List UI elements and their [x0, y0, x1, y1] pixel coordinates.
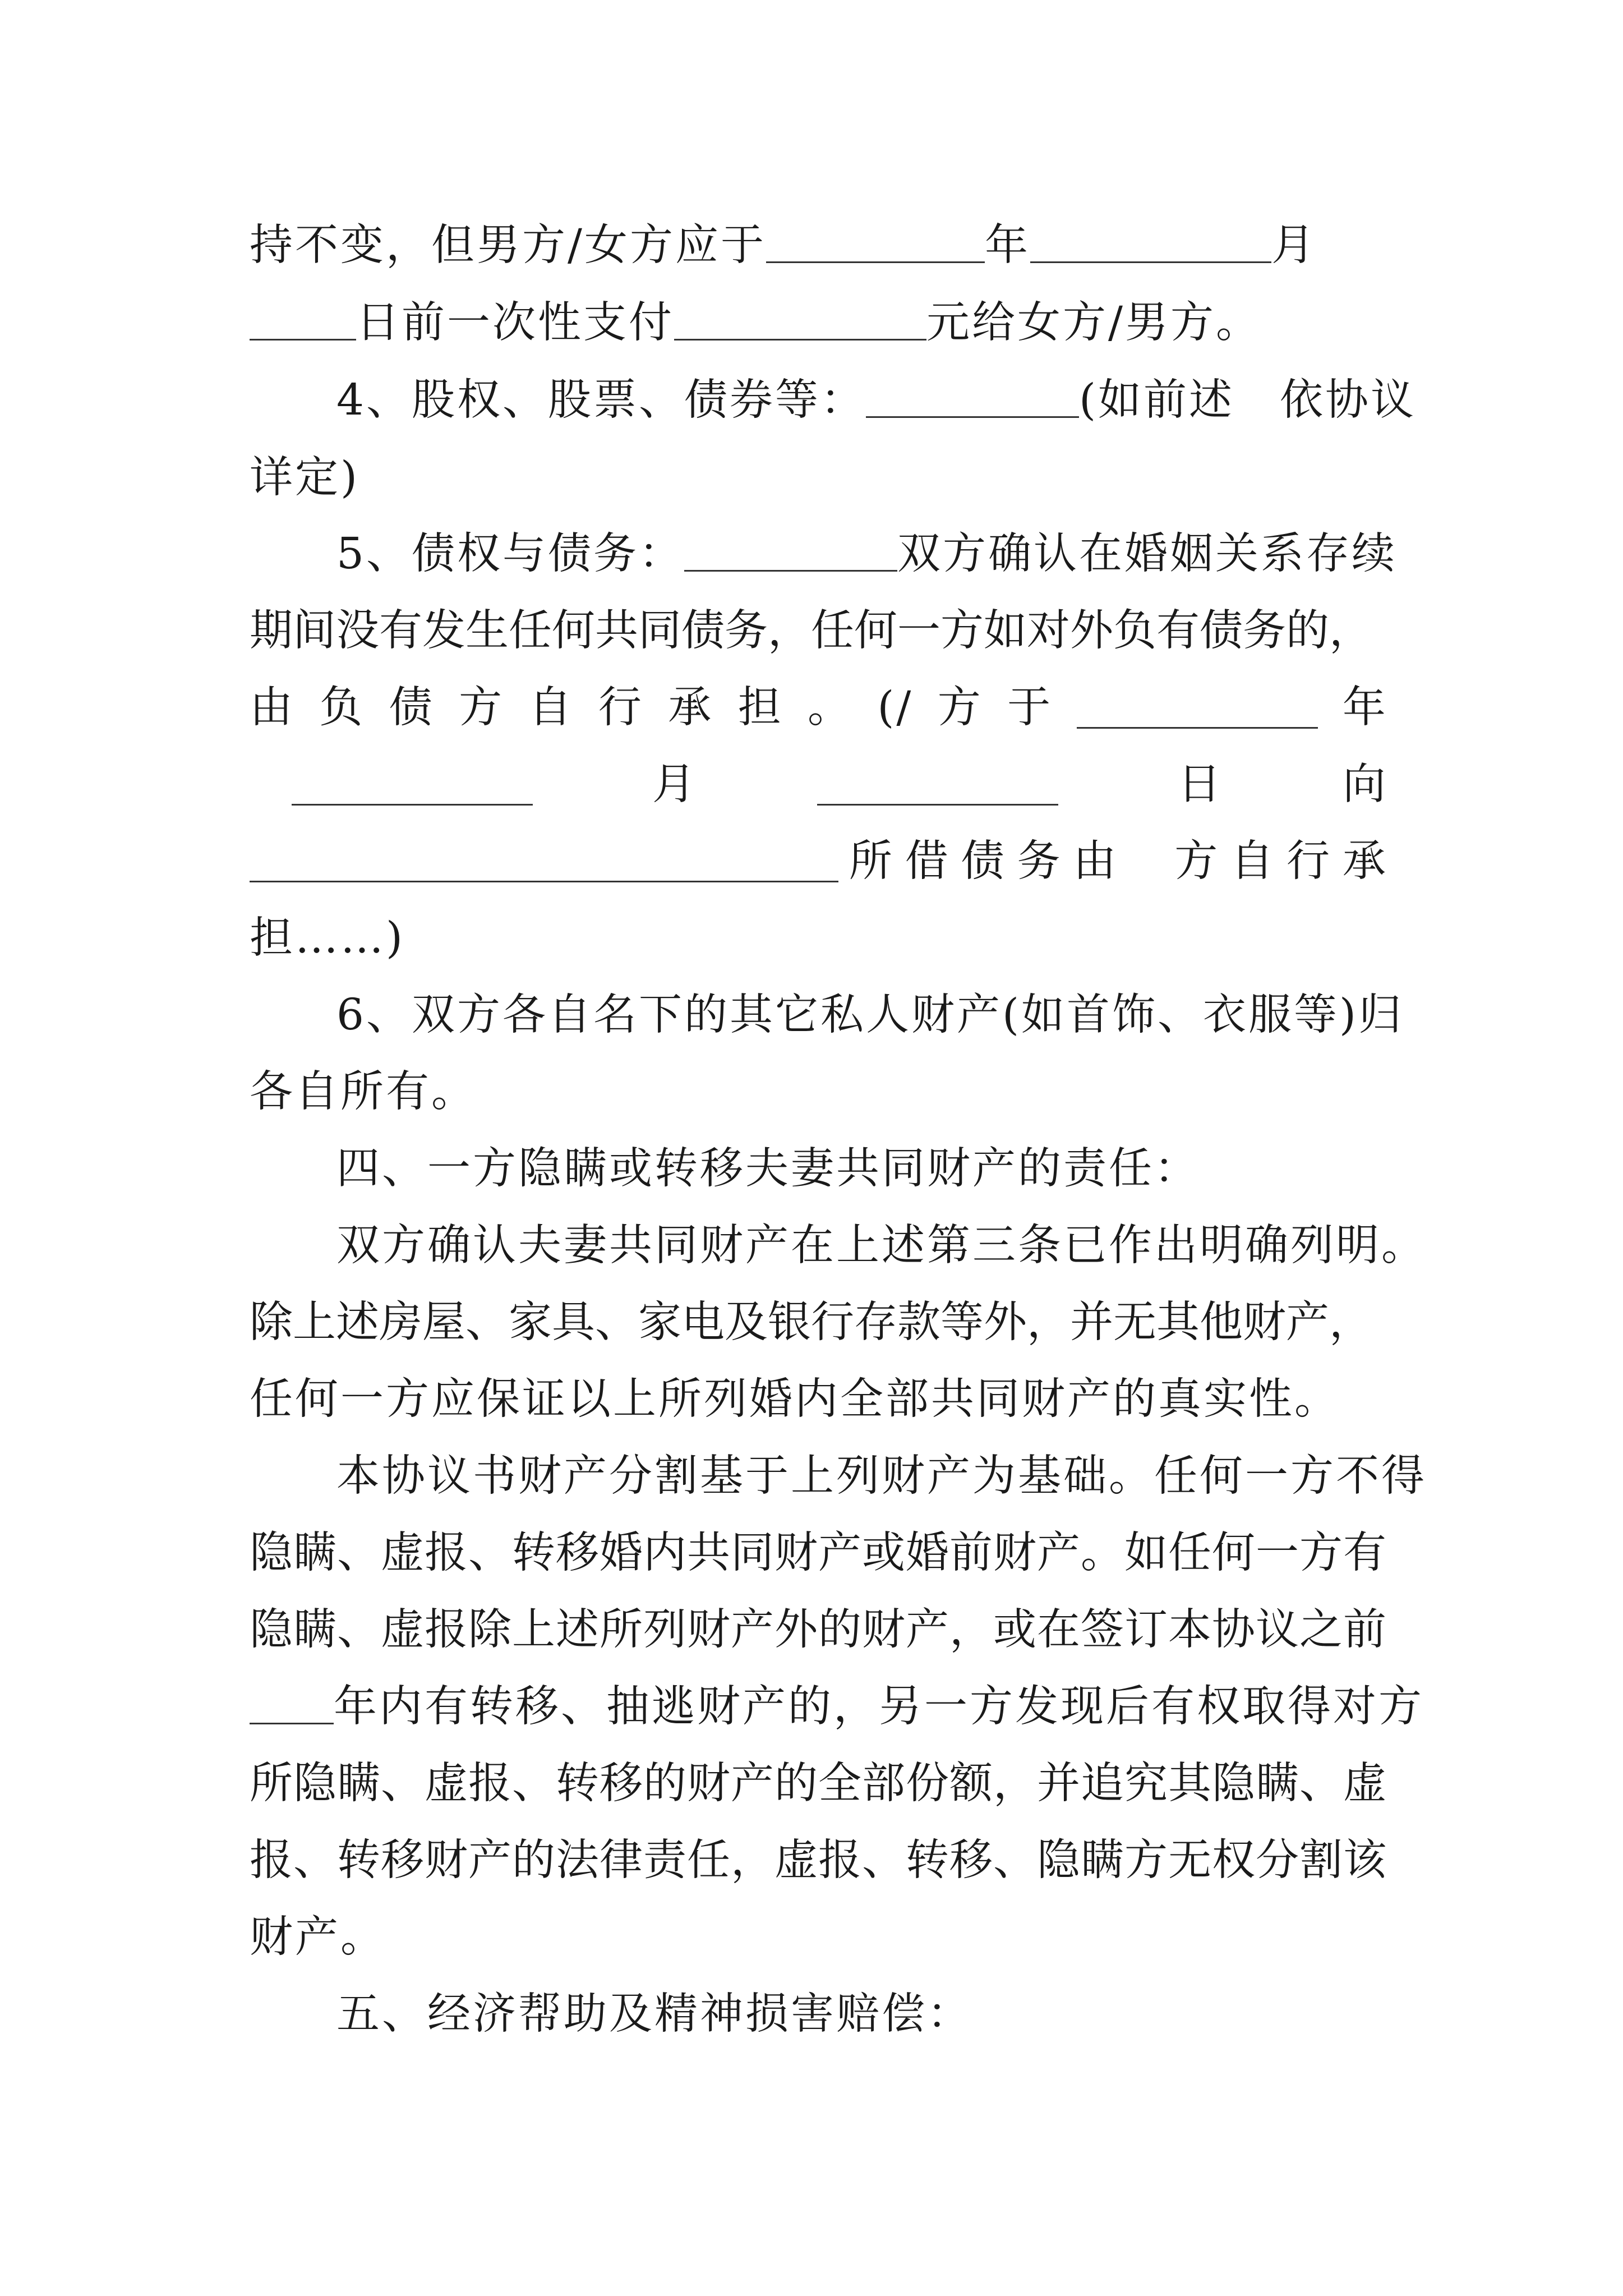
text-line: 各自所有。 [250, 1067, 477, 1117]
text-char: 自 [1230, 836, 1276, 886]
text-line: 财产。 [250, 1912, 386, 1962]
text-char: 承 [1342, 836, 1388, 886]
section-heading: 五、经济帮助及精神损害赔偿： [336, 1989, 972, 2039]
text-char: 由 [250, 683, 295, 733]
text-char: 行 [1287, 836, 1332, 886]
text-line: 本协议书财产分割基于上列财产为基础。任何一方不得 [336, 1451, 1427, 1501]
text-line: 期间没有发生任何共同债务，任何一方如对外负有债务的， [250, 606, 1372, 656]
text-char: (/ [877, 683, 914, 733]
text-char: 债 [961, 836, 1007, 886]
text-segment: 年内有转移、抽逃财产的，另一方发现后有权取得对方 [334, 1682, 1424, 1732]
text-line [250, 208, 1388, 284]
text-line: 隐瞒、虚报、转移婚内共同财产或婚前财产。如任何一方有 [250, 1528, 1387, 1578]
text-segment: 日前一次性支付 [356, 298, 674, 348]
fill-blank-debt[interactable] [684, 531, 897, 572]
text-char: 务 [1017, 836, 1063, 886]
fill-blank-years[interactable] [250, 1683, 334, 1724]
text-line: 详定) [250, 453, 360, 503]
text-char: 年 [1342, 683, 1388, 733]
section-heading: 四、一方隐瞒或转移夫妻共同财产的责任： [336, 1144, 1200, 1194]
text-char: 。 [808, 683, 853, 733]
text-char: 自 [528, 683, 574, 733]
text-line [250, 1669, 1424, 1745]
text-line [250, 670, 1388, 746]
text-line: 任何一方应保证以上所列婚内全部共同财产的真实性。 [250, 1374, 1340, 1424]
text-char: 行 [598, 683, 644, 733]
text-segment: 月 [1271, 220, 1317, 270]
text-line: 担……) [250, 913, 405, 963]
text-line: 隐瞒、虚报除上述所列财产外的财产，或在签订本协议之前 [250, 1605, 1387, 1655]
fill-blank-month[interactable] [1030, 222, 1271, 263]
text-line [336, 516, 1397, 592]
text-segment: (如前述 依协议 [1079, 375, 1417, 425]
fill-blank-month[interactable] [292, 765, 533, 806]
text-char: 方 [459, 683, 505, 733]
fill-blank-equity[interactable] [866, 377, 1079, 418]
fill-blank-day[interactable] [817, 765, 1058, 806]
text-char: 承 [668, 683, 714, 733]
text-line [250, 823, 1388, 900]
fill-blank-creditor[interactable] [250, 841, 838, 882]
text-char: 所 [849, 836, 895, 886]
text-char: 债 [389, 683, 435, 733]
text-char: 方 [1129, 836, 1220, 886]
text-char: 于 [1007, 683, 1053, 733]
text-line: 6、双方各自名下的其它私人财产(如首饰、衣服等)归 [336, 990, 1404, 1040]
text-char: 方 [937, 683, 983, 733]
text-segment: 4、股权、股票、债券等： [336, 375, 866, 425]
text-char: 担 [737, 683, 783, 733]
text-line: 报、转移财产的法律责任，虚报、转移、隐瞒方无权分割该 [250, 1835, 1387, 1885]
fill-blank-day[interactable] [250, 300, 356, 341]
text-line: 所隐瞒、虚报、转移的财产的全部份额，并追究其隐瞒、虚 [250, 1759, 1387, 1809]
text-char: 向 [1343, 760, 1388, 809]
text-line: 除上述房屋、家具、家电及银行存款等外，并无其他财产， [250, 1297, 1372, 1347]
text-line [250, 747, 1388, 823]
text-segment: 元给女方/男方。 [926, 298, 1261, 348]
fill-blank-year[interactable] [766, 222, 985, 263]
text-line: 双方确认夫妻共同财产在上述第三条已作出明确列明。 [336, 1221, 1427, 1271]
text-char: 月 [652, 760, 698, 809]
text-char: 日 [1178, 760, 1223, 809]
text-char: 借 [905, 836, 951, 886]
text-segment: 年 [984, 220, 1030, 270]
text-char: 由 [1073, 836, 1119, 886]
text-segment: 持不变，但男方/女方应于 [250, 220, 766, 270]
text-char: 负 [319, 683, 365, 733]
text-line [336, 362, 1417, 439]
fill-blank-year[interactable] [1077, 688, 1318, 729]
fill-blank-amount[interactable] [674, 300, 926, 341]
text-segment: 双方确认在婚姻关系存续 [897, 529, 1397, 579]
text-line [250, 285, 1388, 361]
text-segment: 5、债权与债务： [336, 529, 684, 579]
